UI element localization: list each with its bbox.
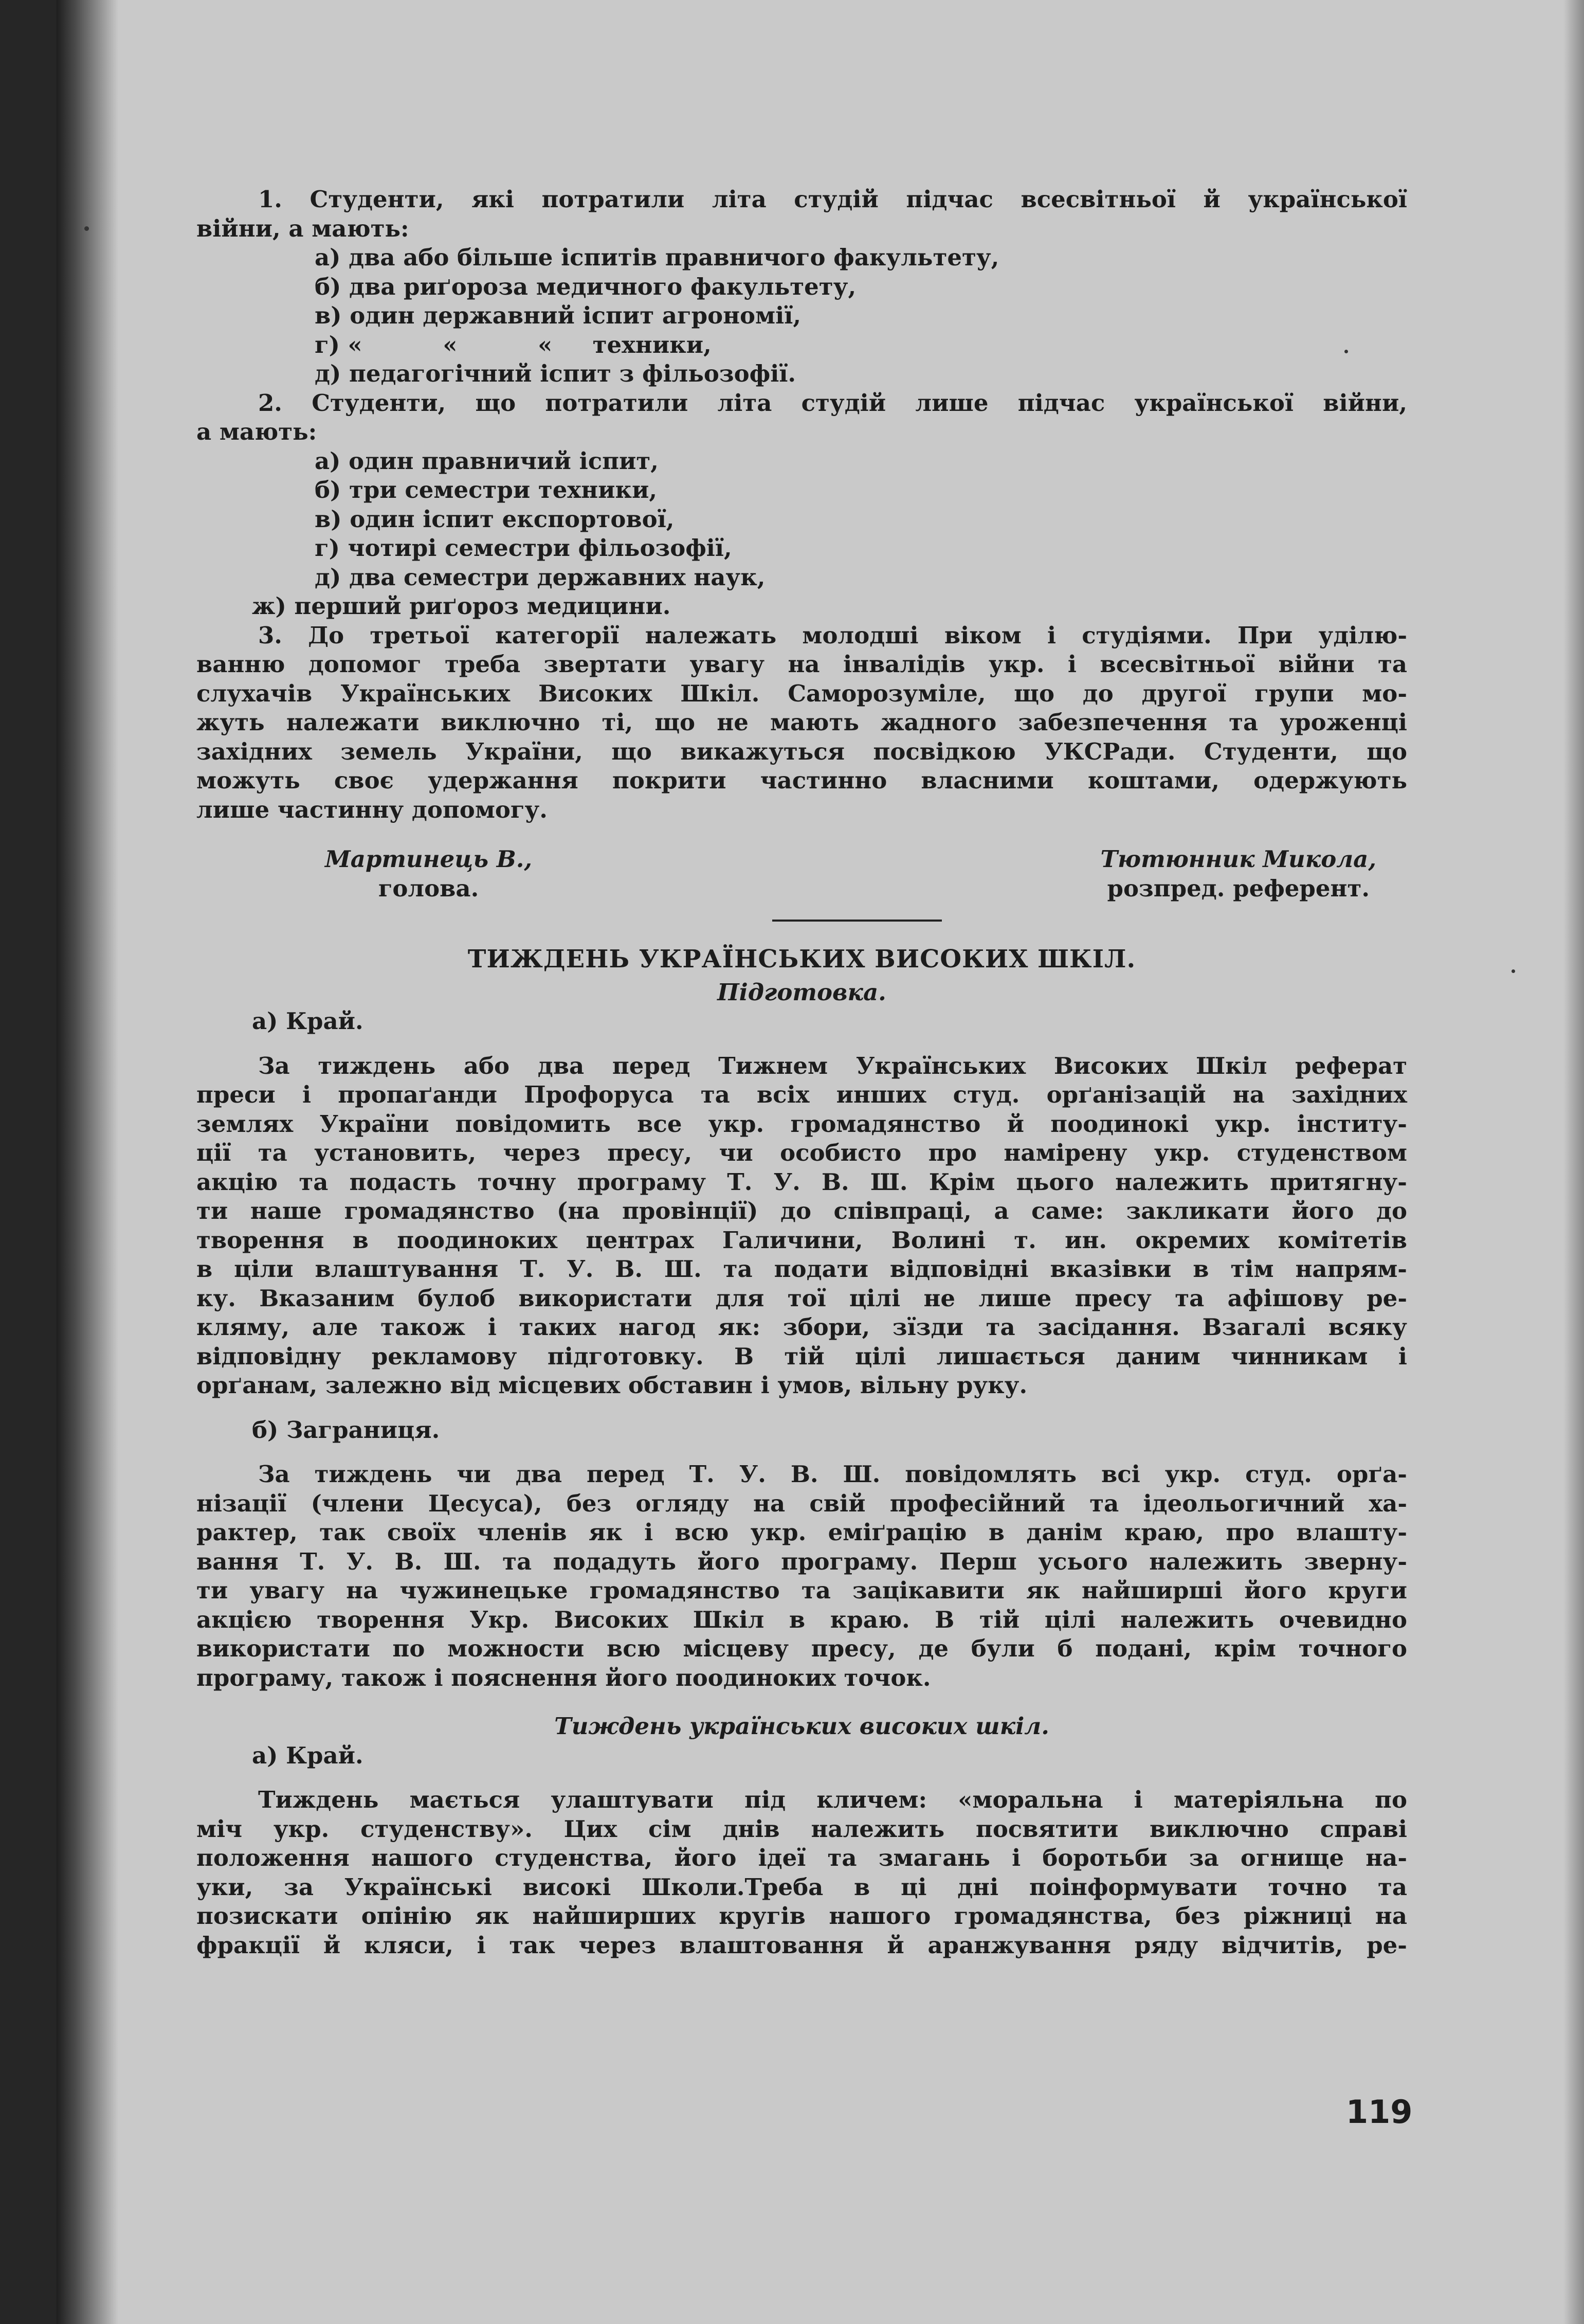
text-line: акцію та подасть точну програму Т. У. В. Ш. Крім цього належить притягну- — [196, 1168, 1407, 1196]
list-item: д) педагогічний іспит з фільозофії. — [315, 360, 796, 387]
text-line: рактер, так своїх членів як і всю укр. еміґрацію в данім краю, про влашту- — [196, 1519, 1407, 1546]
text-line: а мають: — [196, 418, 317, 445]
text-line: слухачів Українських Високих Шкіл. Саморозуміле, що до другої групи мо- — [196, 679, 1407, 707]
list-item: д) два семестри державних наук, — [315, 563, 766, 591]
book-gutter — [57, 0, 118, 2324]
text-line: програму, також і пояснення його поодиноких точок. — [196, 1664, 931, 1691]
text-line: в ціли влаштування Т. У. В. Ш. та подати відповідні вказівки в тім напрям- — [196, 1255, 1407, 1283]
margin-speck — [84, 226, 89, 231]
text-line: жуть належати виключно ті, що не мають жадного забезпечення та уроженці — [196, 709, 1407, 736]
text-line: творення в поодиноких центрах Галичини, Волині т. ин. окремих комітетів — [196, 1226, 1407, 1254]
page-edge — [1563, 0, 1584, 2324]
text-line: війни, а мають: — [196, 214, 409, 242]
text-line: 3. До третьої категорії належать молодші віком і студіями. При уділю- — [258, 621, 1407, 649]
text-line: нізації (члени Цесуса), без огляду на свій професійний та ідеольогичний ха- — [196, 1489, 1407, 1517]
list-item: б) два риґороза медичного факультету, — [315, 273, 857, 300]
subsection-heading: б) Заграниця. — [252, 1416, 440, 1444]
text-line: положення нашого студенства, його ідеї та змагань і боротьби за огнище на- — [196, 1844, 1407, 1871]
text-line: преси і пропаґанди Профоруса та всіх инших студ. орґанізацій на західних — [196, 1081, 1407, 1108]
signatory-role: голова. — [378, 874, 479, 902]
body-text — [196, 185, 1407, 1960]
text-line: вання Т. У. В. Ш. та подадуть його програму. Перш усього належить зверну- — [196, 1547, 1407, 1575]
list-item: б) три семестри техники, — [315, 476, 658, 503]
list-item: а) один правничий іспит, — [315, 447, 659, 475]
signature-block — [196, 845, 1407, 909]
list-item: г) « « « техники, — [315, 331, 712, 358]
signature-left — [325, 845, 532, 903]
list-item: а) два або більше іспитів правничого факультету, — [315, 244, 999, 271]
signatory-name: Тютюнник Микола, — [1100, 845, 1376, 873]
text-line: лише частинну допомогу. — [196, 796, 548, 823]
text-line: позискати опінію як найширших кругів нашого громадянства, без ріжниці на — [196, 1902, 1407, 1930]
text-line: ку. Вказаним булоб використати для тої цілі не лише пресу та афішову ре- — [196, 1284, 1407, 1312]
signatory-name: Мартинець В., — [325, 845, 533, 873]
section-subtitle: Підготовка. — [717, 978, 886, 1006]
text-line: ти наше громадянство (на провінції) до співпраці, а саме: закликати його до — [196, 1197, 1407, 1224]
text-line: акцією творення Укр. Високих Шкіл в краю. В тій цілі належить очевидно — [196, 1606, 1407, 1633]
margin-speck — [1512, 969, 1515, 973]
text-line: землях України повідомить все укр. громадянство й поодинокі укр. інститу- — [196, 1110, 1407, 1138]
text-line: фракції й кляси, і так через влаштовання й аранжування ряду відчитів, ре- — [196, 1931, 1407, 1959]
text-line: ції та установить, через пресу, чи особисто про намірену укр. студенством — [196, 1139, 1407, 1166]
text-line: можуть своє удержання покрити частинно власними коштами, одержують — [196, 767, 1407, 794]
list-item: в) один державний іспит агрономії, — [315, 302, 801, 329]
text-line: використати по можности всю місцеву пресу, де були б подані, крім точного — [196, 1635, 1407, 1662]
subsection-heading: а) Край. — [252, 1741, 363, 1769]
text-line: уки, за Українські високі Школи.Треба в ці дні поінформувати точно та — [196, 1873, 1407, 1901]
section-divider — [772, 920, 942, 922]
signatory-role: розпред. референт. — [1107, 874, 1370, 902]
subsection-heading: а) Край. — [252, 1007, 363, 1035]
text-line: західних земель України, що викажуться посвідкою УКСРади. Студенти, що — [196, 737, 1407, 765]
section-title: ТИЖДЕНЬ УКРАЇНСЬКИХ ВИСОКИХ ШКІЛ. — [467, 945, 1136, 974]
text-line: кляму, але також і таких нагод як: збори, зїзди та засідання. Взагалі всяку — [196, 1313, 1407, 1341]
text-line: 2. Студенти, що потратили літа студій лише підчас української війни, — [258, 389, 1407, 417]
document-page — [57, 0, 1584, 2324]
list-item: в) один іспит експортової, — [315, 505, 675, 533]
section-subtitle: Тиждень українських високих шкіл. — [554, 1713, 1049, 1740]
text-line: ти увагу на чужинецьке громадянство та зацікавити як найширші його круги — [196, 1577, 1407, 1604]
text-line: Тиждень мається улаштувати під кличем: «моральна і матеріяльна по — [258, 1786, 1407, 1813]
text-line: ванню допомог треба звертати увагу на інвалідів укр. і всесвітньої війни та — [196, 651, 1407, 678]
list-item: ж) перший риґороз медицини. — [252, 592, 671, 620]
signature-right — [1101, 845, 1376, 903]
text-line: міч укр. студенству». Цих сім днів належить посвятити виключно справі — [196, 1815, 1407, 1843]
list-item: г) чотирі семестри фільозофії, — [315, 534, 732, 562]
text-line: За тиждень чи два перед Т. У. В. Ш. повідомлять всі укр. студ. орґа- — [258, 1461, 1407, 1488]
text-line: орґанам, залежно від місцевих обставин і умов, вільну руку. — [196, 1372, 1028, 1399]
text-line: За тиждень або два перед Тижнем Українських Високих Шкіл реферат — [258, 1052, 1407, 1079]
text-line: відповідну рекламову підготовку. В тій цілі лишається даним чинникам і — [196, 1342, 1407, 1370]
page-number: 119 — [1346, 2093, 1413, 2131]
text-line: 1. Студенти, які потратили літа студій підчас всесвітньої й української — [258, 186, 1407, 213]
